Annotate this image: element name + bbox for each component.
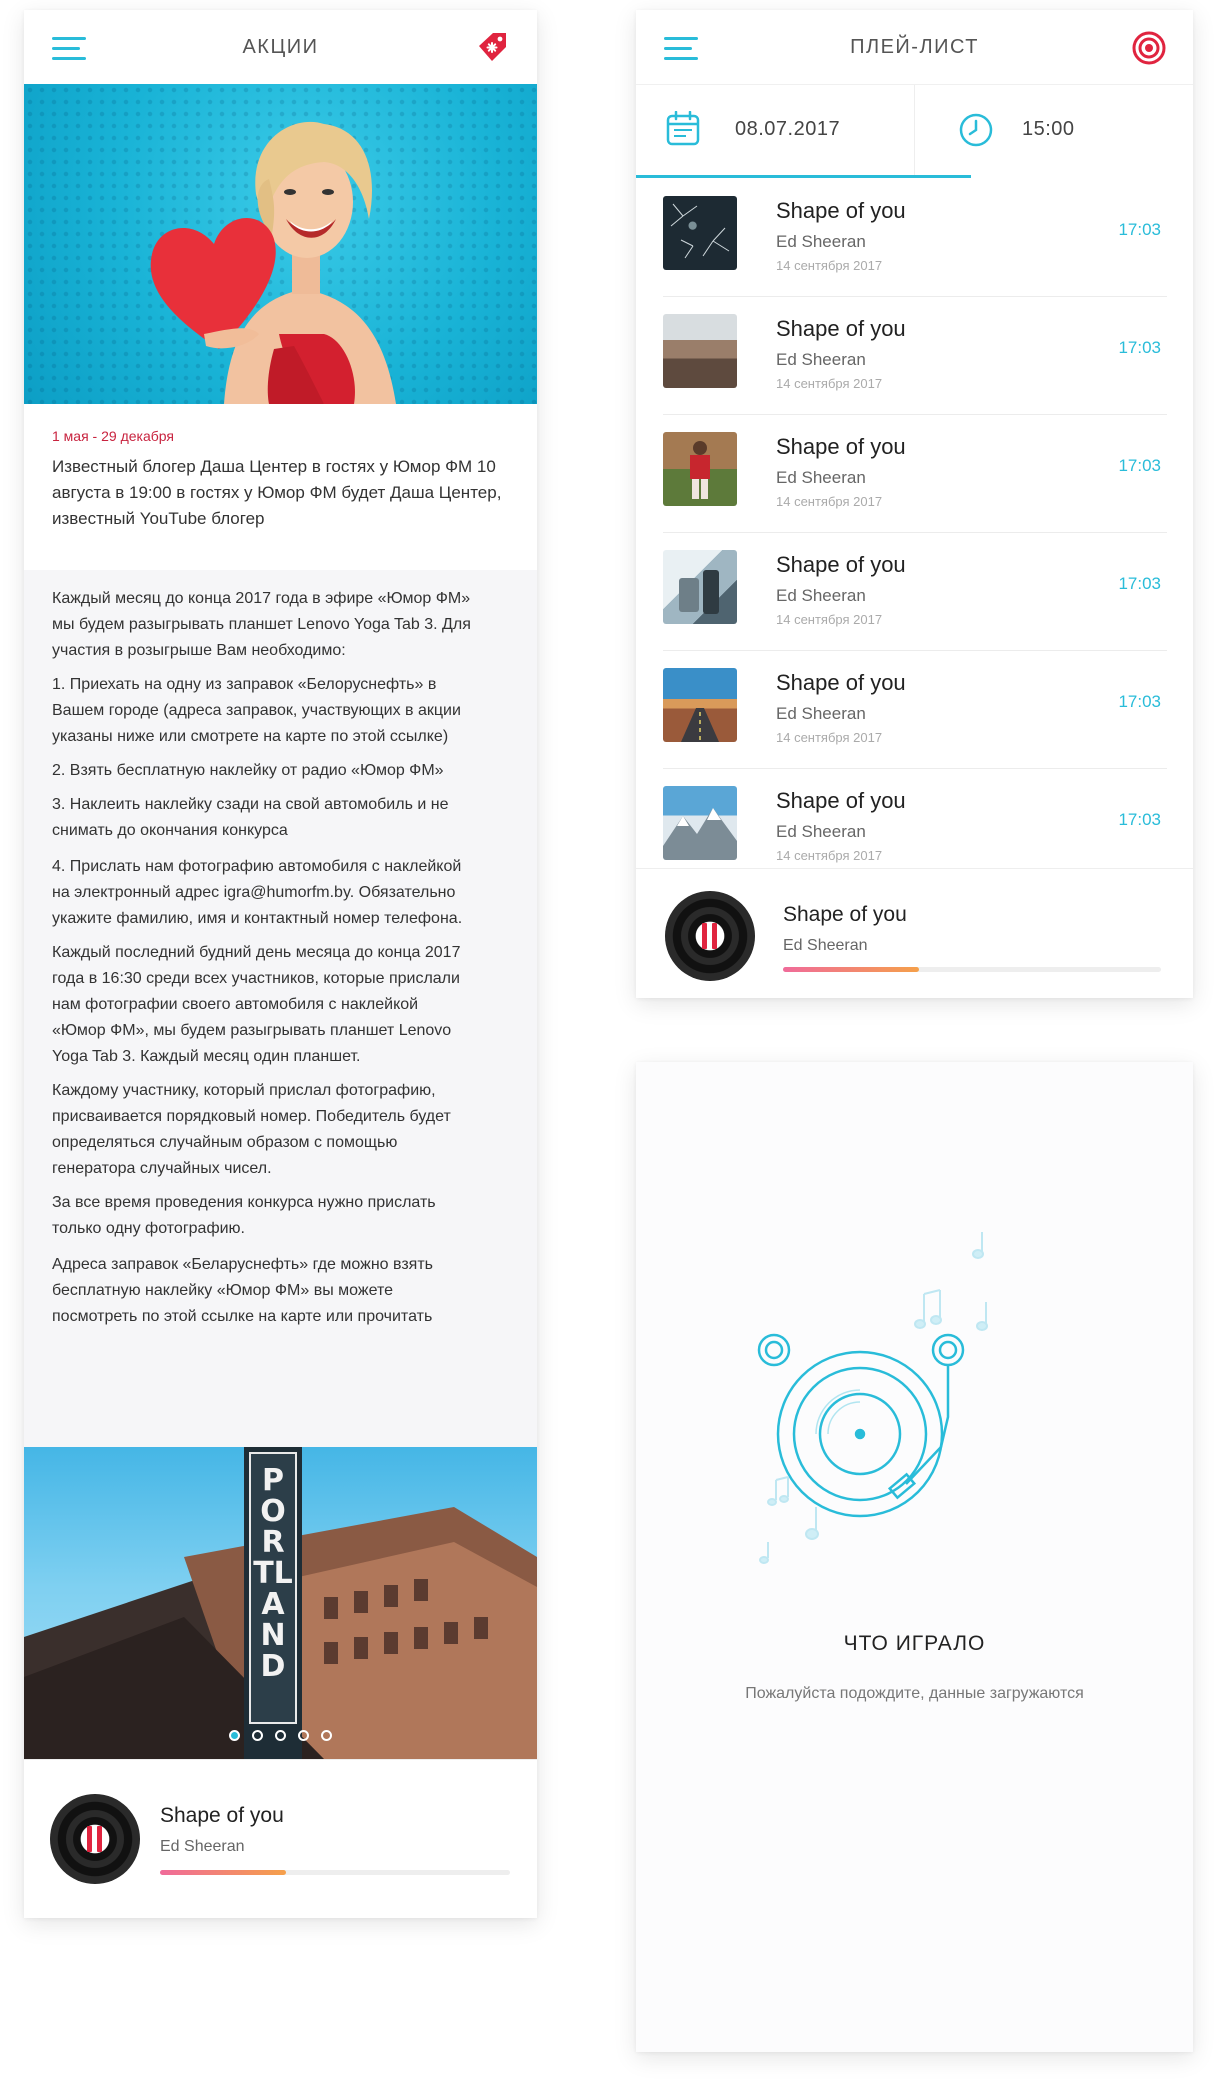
promo-body xyxy=(24,570,537,1455)
track-artist: Ed Sheeran xyxy=(776,232,866,251)
track-title: Shape of you xyxy=(776,316,906,341)
history-screen xyxy=(636,1062,1193,2052)
list-item[interactable] xyxy=(663,532,1167,651)
progress-fill xyxy=(783,967,919,972)
track-thumbnail xyxy=(663,432,737,506)
date-time-selector xyxy=(636,84,1193,179)
promo-paragraph: 3. Наклеить наклейку сзади на свой автомобиль и не снимать до окончания конкурса xyxy=(52,796,449,839)
track-title: Shape of you xyxy=(776,552,906,577)
player-artist: Ed Sheeran xyxy=(783,937,868,954)
hero-image[interactable] xyxy=(24,84,537,404)
track-thumbnail xyxy=(663,786,737,860)
pager-dot[interactable] xyxy=(252,1730,263,1741)
track-time: 17:03 xyxy=(1118,810,1161,829)
track-date: 14 сентября 2017 xyxy=(776,258,883,273)
radio-broadcast-icon[interactable] xyxy=(1131,30,1167,66)
promo-paragraph: Адреса заправок «Беларуснефть» где можно взять бесплатную наклейку «Юмор ФМ» вы можете посмотреть по этой ссылке на карте или прочитать xyxy=(52,1256,433,1325)
track-artist: Ed Sheeran xyxy=(776,704,866,723)
track-time: 17:03 xyxy=(1118,574,1161,593)
pager-dot[interactable] xyxy=(298,1730,309,1741)
track-time: 17:03 xyxy=(1118,692,1161,711)
promo-paragraph: 4. Прислать нам фотографию автомобиля с наклейкой на электронный адрес igra@humorfm.by. Обязательно укажите фамилию, имя и контактный номер телефона. xyxy=(52,858,463,927)
progress-bar[interactable] xyxy=(783,967,1161,972)
vinyl-pause-button[interactable] xyxy=(50,1794,140,1884)
promo-header xyxy=(24,10,537,84)
promo-paragraph: Каждый последний будний день месяца до конца 2017 года в 16:30 среди всех участников, которые прислали нам фотографии своего автомобиля с наклейкой «Юмор ФМ», мы будем разыгрывать планшет Lenovo Yoga Tab 3. Каждый месяц один планшет. xyxy=(52,944,461,1065)
pause-icon xyxy=(701,923,719,949)
progress-bar[interactable] xyxy=(160,1870,510,1875)
pause-icon xyxy=(86,1826,104,1852)
mini-player xyxy=(24,1759,537,1918)
playlist-screen xyxy=(636,10,1193,998)
mini-player xyxy=(636,868,1193,998)
gallery-pager xyxy=(24,1728,537,1746)
promo-lead: Известный блогер Даша Центер в гостях у Юмор ФМ 10 августа в 19:00 в гостях у Юмор ФМ будет Даша Центер, известный YouTube блогер xyxy=(52,457,502,528)
selected-time: 15:00 xyxy=(1022,118,1075,140)
track-title: Shape of you xyxy=(776,670,906,695)
promo-paragraph: Каждому участнику, который прислал фотографию, присваивается порядковый номер. Победитель будет определяться случайным образом с помощью генератора случайных чисел. xyxy=(52,1082,451,1177)
promo-date: 1 мая - 29 декабря xyxy=(52,428,174,444)
track-title: Shape of you xyxy=(776,198,906,223)
promo-paragraph: 2. Взять бесплатную наклейку от радио «Юмор ФМ» xyxy=(52,762,444,779)
player-song-title: Shape of you xyxy=(783,903,907,926)
pager-dot[interactable] xyxy=(275,1730,286,1741)
track-time: 17:03 xyxy=(1118,456,1161,475)
time-picker[interactable] xyxy=(915,85,1193,177)
list-item[interactable] xyxy=(663,178,1167,297)
photo-gallery[interactable] xyxy=(24,1447,537,1759)
track-thumbnail xyxy=(663,550,737,624)
track-artist: Ed Sheeran xyxy=(776,468,866,487)
track-artist: Ed Sheeran xyxy=(776,822,866,841)
page-title: ПЛЕЙ-ЛИСТ xyxy=(850,36,979,58)
track-time: 17:03 xyxy=(1118,338,1161,357)
track-thumbnail xyxy=(663,668,737,742)
list-item[interactable] xyxy=(663,650,1167,769)
track-date: 14 сентября 2017 xyxy=(776,494,883,509)
clock-icon xyxy=(958,112,994,148)
promo-screen xyxy=(24,10,537,1918)
track-title: Shape of you xyxy=(776,434,906,459)
vinyl-pause-button[interactable] xyxy=(665,891,755,981)
promo-paragraph: За все время проведения конкурса нужно прислать только одну фотографию. xyxy=(52,1194,436,1237)
track-date: 14 сентября 2017 xyxy=(776,376,883,391)
loading-message: Пожалуйста подождите, данные загружаются xyxy=(745,1685,1084,1702)
list-item[interactable] xyxy=(663,296,1167,415)
list-item[interactable] xyxy=(663,414,1167,533)
turntable-icon xyxy=(736,1202,1076,1602)
pager-dot[interactable] xyxy=(229,1730,240,1741)
track-date: 14 сентября 2017 xyxy=(776,612,883,627)
track-thumbnail xyxy=(663,314,737,388)
calendar-icon xyxy=(666,111,700,147)
track-artist: Ed Sheeran xyxy=(776,586,866,605)
promo-paragraph: Каждый месяц до конца 2017 года в эфире «Юмор ФМ» мы будем разыгрывать планшет Lenovo Yoga Tab 3. Для участия в розыгрыше Вам необходимо: xyxy=(52,590,471,659)
page-title: АКЦИИ xyxy=(242,36,319,58)
track-artist: Ed Sheeran xyxy=(776,350,866,369)
track-date: 14 сентября 2017 xyxy=(776,848,883,863)
history-title: ЧТО ИГРАЛО xyxy=(843,1632,986,1655)
tag-icon[interactable] xyxy=(475,30,511,66)
promo-paragraph: 1. Приехать на одну из заправок «Белоруснефть» в Вашем городе (адреса заправок, участвующих в акции указаны ниже или смотрете на карте по этой ссылке) xyxy=(52,676,461,745)
pager-dot[interactable] xyxy=(321,1730,332,1741)
list-item[interactable] xyxy=(663,768,1167,868)
selected-date: 08.07.2017 xyxy=(735,118,841,140)
player-artist: Ed Sheeran xyxy=(160,1838,245,1855)
track-thumbnail xyxy=(663,196,737,270)
gallery-sign-text: PORTLAND xyxy=(253,1463,293,1684)
track-date: 14 сентября 2017 xyxy=(776,730,883,745)
playlist-header xyxy=(636,10,1193,84)
track-title: Shape of you xyxy=(776,788,906,813)
track-time: 17:03 xyxy=(1118,220,1161,239)
progress-fill xyxy=(160,1870,286,1875)
playlist-list xyxy=(636,178,1193,868)
player-song-title: Shape of you xyxy=(160,1804,284,1827)
date-picker[interactable] xyxy=(636,85,914,177)
